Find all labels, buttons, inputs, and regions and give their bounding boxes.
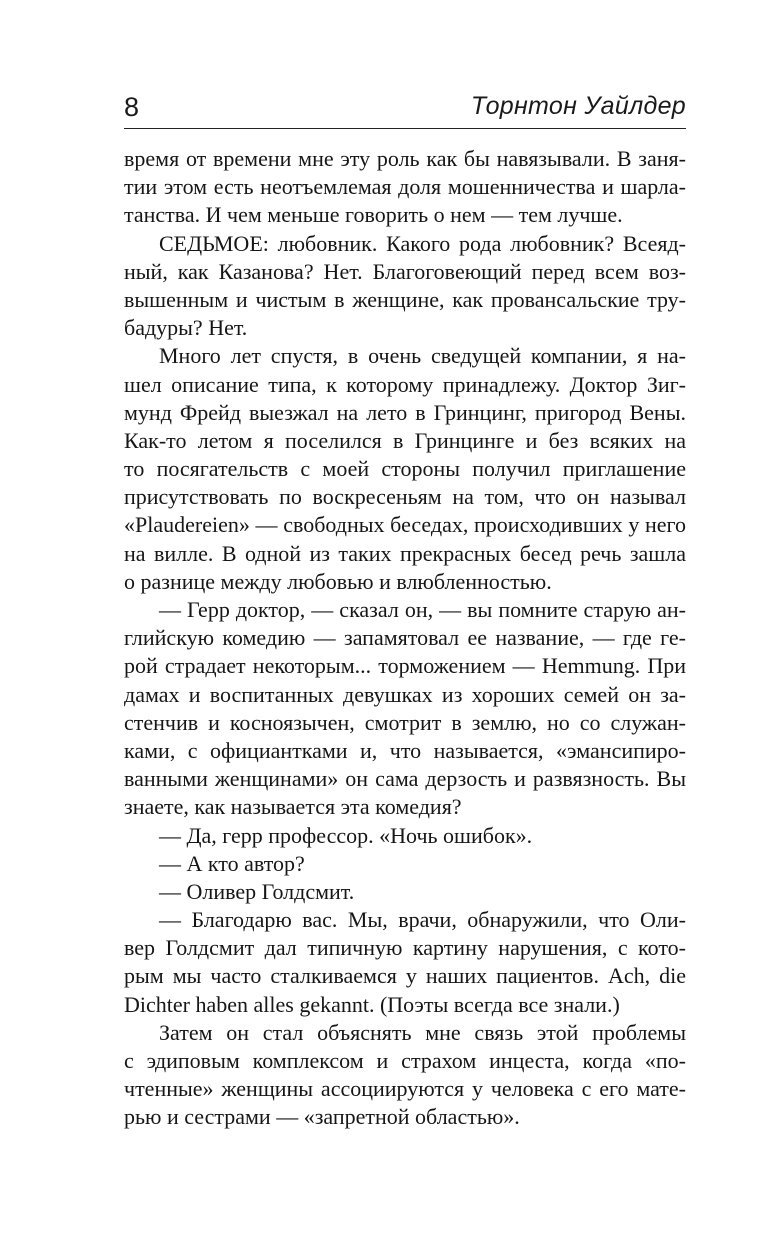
text-line: время от времени мне эту роль как бы навязывали. В заня- (124, 146, 686, 171)
text-line: ванными женщинами» он сама дерзость и развязность. Вы (124, 766, 686, 792)
text-line: бадуры? Нет. (124, 315, 248, 341)
text-line: глийскую комедию — запамятовал ее название, — где ге- (124, 625, 686, 651)
text-line: — Да, герр профессор. «Ночь ошибок». (159, 822, 533, 848)
text-line: СЕДЬМОЕ: любовник. Какого рода любовник? Всеяд- (159, 230, 686, 256)
body-text (124, 145, 686, 1132)
text-line: — А кто автор? (159, 850, 305, 876)
text-line: «Plaudereien» — свободных беседах, происходивших у него (124, 512, 686, 538)
page-header (124, 88, 686, 129)
text-line: на вилле. В одной из таких прекрасных бесед речь зашла (124, 540, 686, 566)
text-line: стенчив и косноязычен, смотрит в землю, но со служан- (124, 709, 686, 735)
text-line: Много лет спустя, в очень сведущей компании, я на- (159, 343, 686, 369)
text-line: чтенные» женщины ассоциируются у человека с его мате- (124, 1076, 686, 1102)
text-line: — Оливер Голдсмит. (159, 878, 355, 904)
text-line: Затем он стал объяснять мне связь этой проблемы (159, 1019, 686, 1045)
text-line: то посягательств с моей стороны получил приглашение (124, 456, 686, 482)
text-line: шел описание типа, к которому принадлежу. Доктор Зиг- (124, 371, 686, 397)
text-line: о разнице между любовью и влюбленностью. (124, 568, 552, 594)
text-line: присутствовать по воскресеньям на том, что он называл (124, 484, 686, 510)
page-number: 8 (124, 92, 140, 122)
text-line: Как-то летом я поселился в Гринцинге и без всяких на (124, 427, 686, 453)
text-line: рью и сестрами — «запретной областью». (124, 1104, 520, 1130)
text-line: вышенным и чистым в женщине, как провансальские тру- (124, 286, 686, 312)
text-line: ный, как Казанова? Нет. Благоговеющий перед всем воз- (124, 258, 686, 284)
text-line: — Благодарю вас. Мы, врачи, обнаружили, что Оли- (159, 907, 686, 933)
text-line: дамах и воспитанных девушках из хороших семей он за- (124, 681, 686, 707)
text-line: мунд Фрейд выезжал на лето в Гринцинг, пригород Вены. (124, 399, 686, 425)
text-line: с эдиповым комплексом и страхом инцеста, когда «по- (124, 1048, 686, 1073)
text-line: — Герр доктор, — сказал он, — вы помните старую ан- (159, 597, 686, 622)
running-title: Торнтон Уайлдер (470, 92, 686, 120)
text-line: рым мы часто сталкиваемся у наших пациентов. Ach, die (124, 963, 686, 989)
text-line: танства. И чем меньше говорить о нем — тем лучше. (124, 202, 623, 228)
text-line: знаете, как называется эта комедия? (124, 794, 462, 820)
text-line: рой страдает некоторым... торможением — Hemmung. При (124, 653, 686, 679)
text-line: Dichter haben alles gekannt. (Поэты всегда все знали.) (124, 991, 620, 1017)
text-line: ками, с официантками и, что называется, «эмансипиро- (124, 737, 686, 763)
text-line: тии этом есть неотъемлемая доля мошенничества и шарла- (124, 174, 686, 200)
text-line: вер Голдсмит дал типичную картину нарушения, с кото- (124, 935, 686, 961)
